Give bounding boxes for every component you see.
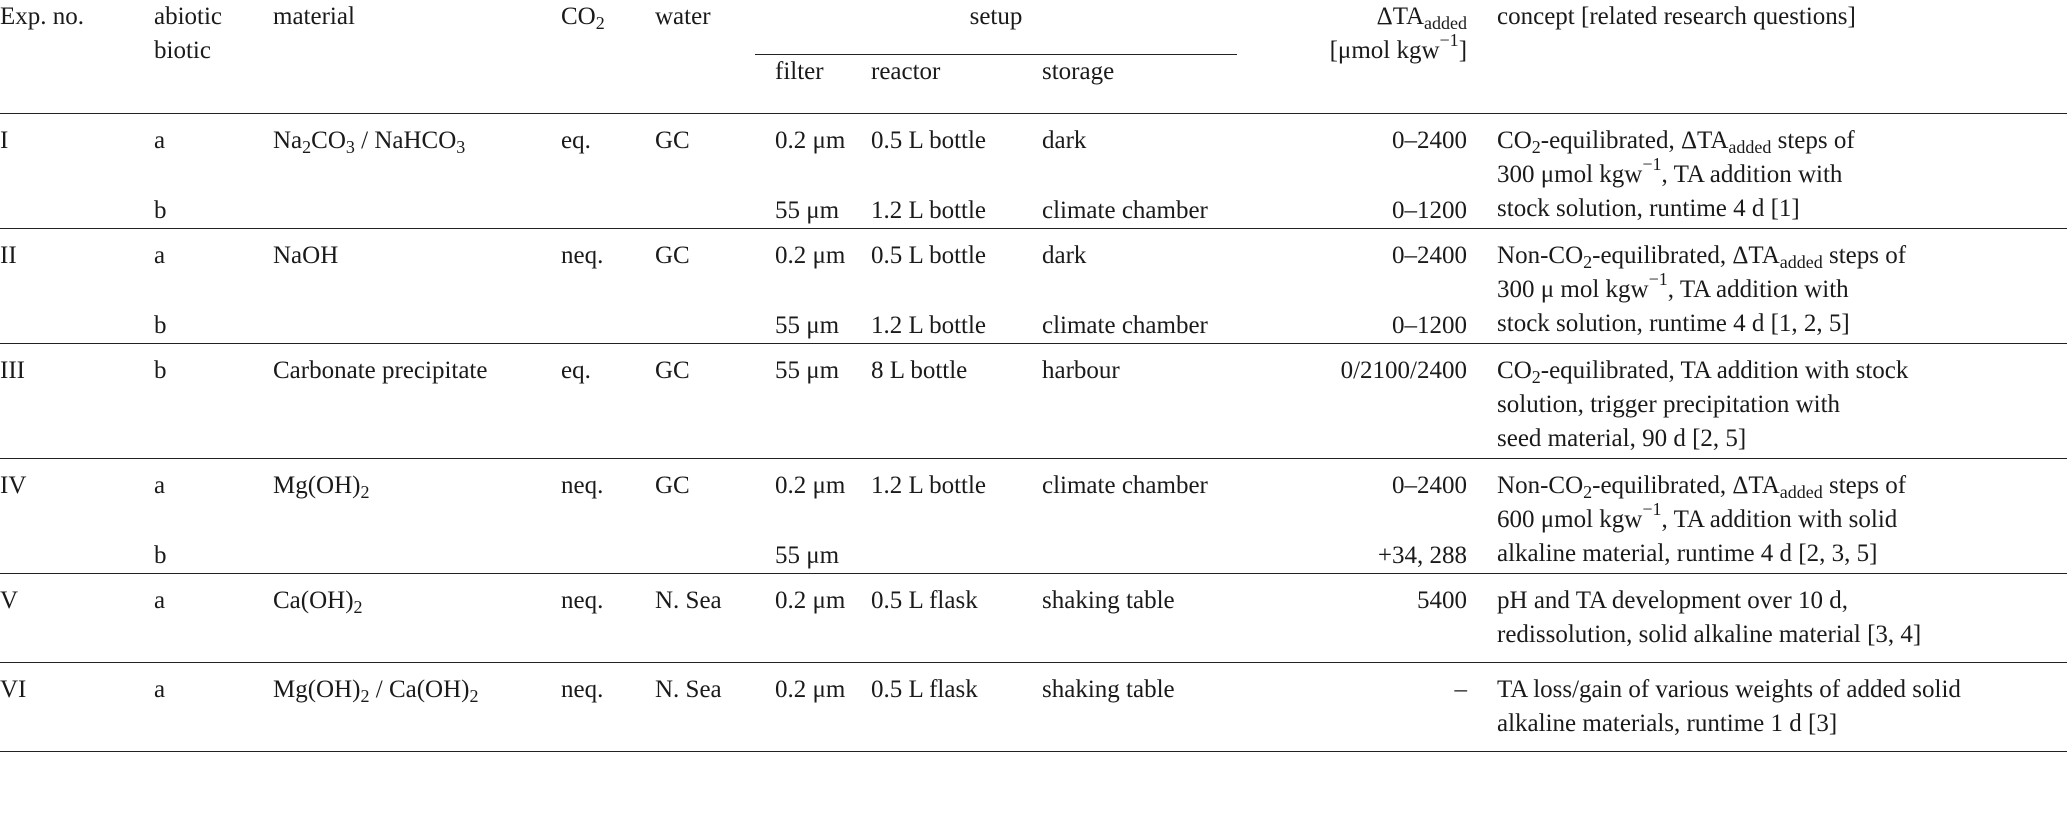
ta-cell: 5400 (1417, 587, 1468, 614)
filter-cell: 0.2 μm (775, 472, 846, 499)
reactor-cell: 0.5 L flask (871, 587, 978, 614)
table-row (0, 114, 2067, 195)
ta-cell: – (1454, 676, 1468, 703)
material-cell: NaOH (273, 242, 339, 269)
concept-cell: pH and TA development over 10 d, redissolution, solid alkaline material [3, 4] (1497, 587, 1922, 648)
header-co2: $CO_2$ (561, 3, 605, 33)
storage-cell: dark (1042, 242, 1087, 269)
exp-no-cell: III (0, 357, 25, 384)
biotic-cell: b (154, 542, 167, 569)
ta-cell: 0–2400 (1392, 472, 1468, 499)
header-exp-no: Exp. no. (0, 3, 85, 30)
filter-cell: 0.2 μm (775, 587, 846, 614)
filter-cell: 55 μm (775, 542, 840, 569)
water-cell: GC (655, 242, 690, 269)
material-cell: $Mg(OH)_2$ (273, 472, 370, 502)
table-row (0, 663, 2067, 752)
header-storage: storage (1042, 58, 1115, 85)
ta-cell: 0/2100/2400 (1340, 357, 1468, 384)
ta-cell: +34, 288 (1377, 542, 1468, 569)
water-cell: N. Sea (655, 676, 722, 703)
header-filter: filter (775, 58, 824, 85)
water-cell: GC (655, 127, 690, 154)
storage-cell: climate chamber (1042, 472, 1208, 499)
exp-group-I (0, 114, 2067, 229)
storage-cell (1042, 539, 1262, 574)
co2-cell: eq. (561, 357, 591, 384)
concept-cell: $CO_2$-equilibrated, $\Delta TA_{added}$ steps of 300 μmol kgw$^{-1}$, TA addition with stock solution, runtime 4 d [1] (1497, 127, 1855, 222)
co2-cell: neq. (561, 676, 604, 703)
filter-cell: 0.2 μm (775, 676, 846, 703)
material-cell: $Mg(OH)_2 / Ca(OH)_2$ (273, 676, 479, 706)
ta-cell: 0–2400 (1392, 242, 1468, 269)
reactor-cell: 1.2 L bottle (871, 472, 987, 499)
abiotic-cell: a (154, 676, 166, 703)
filter-cell: 0.2 μm (775, 242, 846, 269)
header-water: water (655, 3, 711, 30)
header-setup: setup (755, 0, 1262, 55)
table-row (0, 459, 2067, 540)
biotic-cell: b (154, 357, 167, 384)
material-cell: Carbonate precipitate (273, 357, 488, 384)
header-concept: concept [related research questions] (1497, 3, 1856, 30)
header-ta-added: $\Delta TA_{added}$ [μmol kgw$^{-1}$] (1329, 3, 1468, 64)
exp-no-cell: VI (0, 676, 27, 703)
abiotic-cell: a (154, 127, 166, 154)
filter-cell: 0.2 μm (775, 127, 846, 154)
concept-cell: $CO_2$-equilibrated, TA addition with stock solution, trigger precipitation with seed material, 90 d [2, 5] (1497, 357, 1909, 452)
storage-cell: harbour (1042, 357, 1120, 384)
header-abiotic-biotic: abiotic biotic (154, 3, 223, 64)
co2-cell: eq. (561, 127, 591, 154)
reactor-cell: 0.5 L flask (871, 676, 978, 703)
abiotic-cell: a (154, 472, 166, 499)
exp-no-cell: V (0, 587, 19, 614)
filter-cell: 55 μm (775, 197, 840, 224)
co2-cell: neq. (561, 587, 604, 614)
table-row (0, 229, 2067, 310)
ta-cell: 0–2400 (1392, 127, 1468, 154)
exp-group-III (0, 344, 2067, 459)
storage-cell: dark (1042, 127, 1087, 154)
water-cell: GC (655, 357, 690, 384)
concept-cell: TA loss/gain of various weights of added solid alkaline materials, runtime 1 d [3] (1497, 676, 1961, 737)
reactor-cell (871, 539, 1042, 574)
table-header (0, 0, 2067, 114)
table-row (0, 344, 2067, 459)
reactor-cell: 0.5 L bottle (871, 242, 987, 269)
ta-cell: 0–1200 (1392, 312, 1468, 339)
material-cell: $Ca(OH)_2$ (273, 587, 363, 617)
storage-cell: shaking table (1042, 587, 1175, 614)
material-cell: $Na_2CO_3$ / NaHCO$_3$ (273, 127, 466, 157)
water-cell: GC (655, 472, 690, 499)
reactor-cell: 1.2 L bottle (871, 312, 987, 339)
exp-group-V (0, 574, 2067, 663)
exp-group-IV (0, 459, 2067, 574)
co2-cell: neq. (561, 242, 604, 269)
reactor-cell: 8 L bottle (871, 357, 968, 384)
header-reactor: reactor (871, 58, 941, 85)
biotic-cell: b (154, 197, 167, 224)
exp-no-cell: IV (0, 472, 27, 499)
exp-no-cell: II (0, 242, 17, 269)
water-cell: N. Sea (655, 587, 722, 614)
abiotic-cell: a (154, 242, 166, 269)
concept-cell: Non-$CO_2$-equilibrated, $\Delta TA_{added}$ steps of 600 μmol kgw$^{-1}$, TA addition with solid alkaline material, runtime 4 d [2, 3, 5] (1497, 472, 1907, 567)
storage-cell: shaking table (1042, 676, 1175, 703)
storage-cell: climate chamber (1042, 197, 1208, 224)
biotic-cell: b (154, 312, 167, 339)
exp-group-II (0, 229, 2067, 344)
exp-group-VI (0, 663, 2067, 752)
reactor-cell: 0.5 L bottle (871, 127, 987, 154)
filter-cell: 55 μm (775, 357, 840, 384)
reactor-cell: 1.2 L bottle (871, 197, 987, 224)
co2-cell: neq. (561, 472, 604, 499)
table-row (0, 574, 2067, 663)
header-material: material (273, 3, 355, 30)
exp-no-cell: I (0, 127, 9, 154)
concept-cell: Non-$CO_2$-equilibrated, $\Delta TA_{added}$ steps of 300 μ mol kgw$^{-1}$, TA addition with stock solution, runtime 4 d [1, 2, 5] (1497, 242, 1907, 337)
filter-cell: 55 μm (775, 312, 840, 339)
storage-cell: climate chamber (1042, 312, 1208, 339)
ta-cell: 0–1200 (1392, 197, 1468, 224)
abiotic-cell: a (154, 587, 166, 614)
